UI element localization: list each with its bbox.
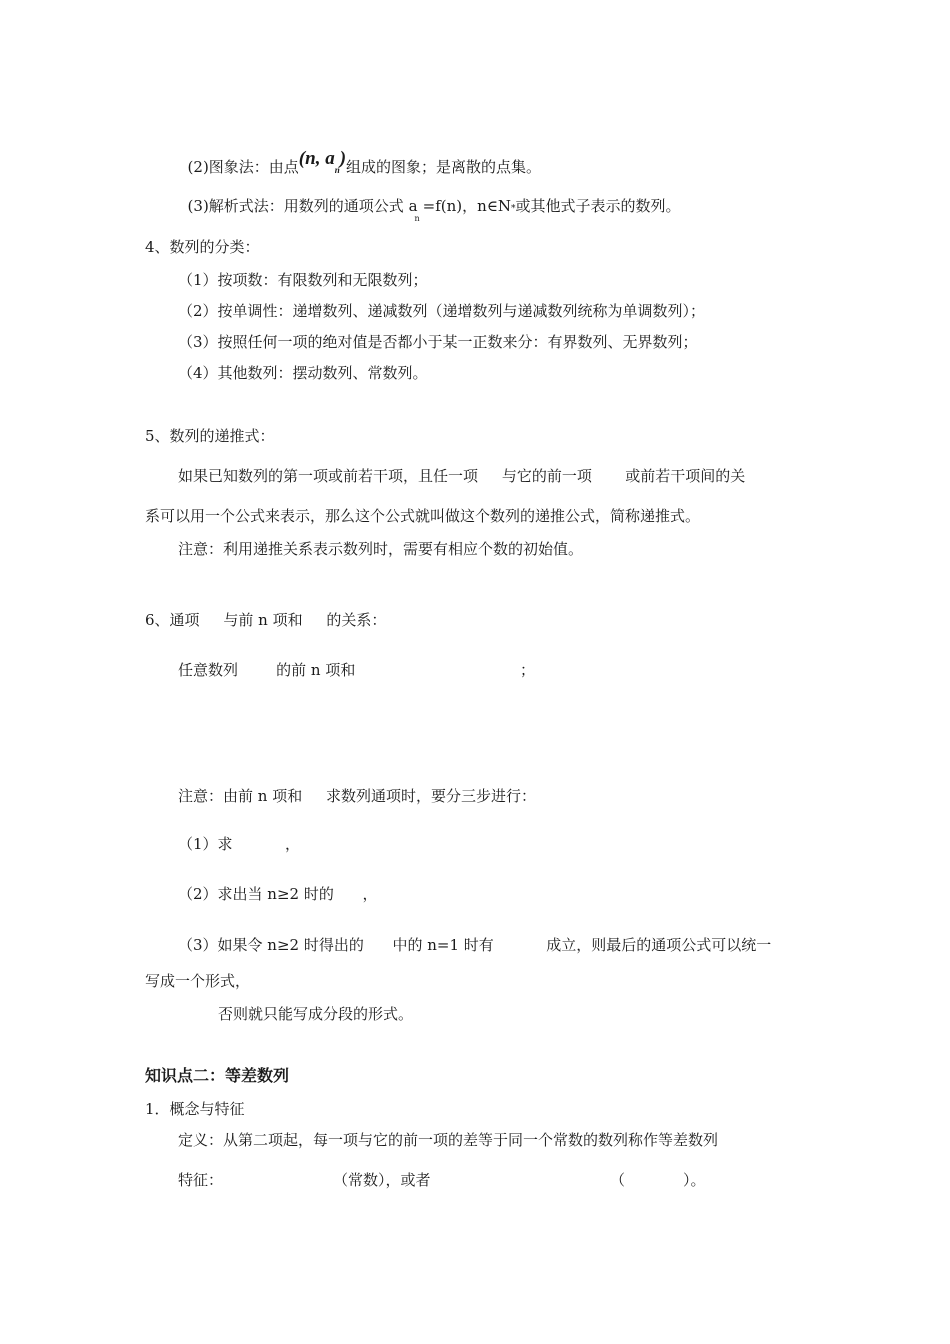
section-6-title: 6、通项 与前 n 项和 的关系： bbox=[145, 611, 387, 629]
graph-method-text: (2)图象法：由点 bbox=[187, 158, 299, 176]
feature-paren-open: （ bbox=[610, 1171, 626, 1189]
feature-paren-close: ）。 bbox=[683, 1171, 706, 1189]
section-6-semicolon: ； bbox=[520, 661, 536, 679]
section-6-step-3: （3）如果令 n≥2 时得出的 中的 n=1 时有 成立，则最后的通项公式可以统一 bbox=[178, 936, 772, 954]
section-4-item-1: （1）按项数：有限数列和无限数列； bbox=[178, 271, 428, 289]
feature-constant: （常数），或者 bbox=[333, 1171, 431, 1189]
section-5-paragraph-2: 系可以用一个公式来表示，那么这个公式就叫做这个数列的递推公式，简称递推式。 bbox=[145, 507, 701, 525]
subscript-n: n bbox=[414, 214, 420, 223]
section-4-item-2: （2）按单调性：递增数列、递减数列（递增数列与递减数列统称为单调数列）； bbox=[178, 302, 706, 320]
section-5-title: 5、数列的递推式： bbox=[145, 427, 275, 445]
section-4-item-4: （4）其他数列：摆动数列、常数列。 bbox=[178, 364, 428, 382]
analytic-formula: =f(n)，n∈N bbox=[422, 197, 512, 215]
concept-heading: 1．概念与特征 bbox=[145, 1100, 245, 1118]
feature-label: 特征： bbox=[178, 1171, 224, 1189]
point-notation: (n, $a_n$) bbox=[298, 148, 347, 175]
analytic-method-text: (3)解析式法：用数列的通项公式 a bbox=[187, 197, 418, 215]
section-6-step-3-else: 否则就只能写成分段的形式。 bbox=[218, 1005, 414, 1023]
graph-method-text-end: 组成的图象；是离散的点集。 bbox=[346, 158, 542, 176]
graph-method-line bbox=[178, 137, 541, 179]
section-6-note: 注意：由前 n 项和 求数列通项时，要分三步进行： bbox=[178, 787, 537, 805]
analytic-method-text-end: 或其他式子表示的数列。 bbox=[515, 197, 681, 215]
section-6-step-1: （1）求 ， bbox=[178, 835, 300, 853]
section-6-any-sequence: 任意数列 的前 n 项和 bbox=[178, 661, 356, 679]
analytic-method-line bbox=[178, 176, 681, 223]
arithmetic-definition: 定义：从第二项起，每一项与它的前一项的差等于同一个常数的数列称作等差数列 bbox=[178, 1131, 719, 1149]
knowledge-point-2-heading: 知识点二：等差数列 bbox=[145, 1066, 290, 1085]
section-5-paragraph-1: 如果已知数列的第一项或前若干项，且任一项 与它的前一项 或前若干项间的关 bbox=[178, 467, 746, 485]
section-4-item-3: （3）按照任何一项的绝对值是否都小于某一正数来分：有界数列、无界数列； bbox=[178, 333, 698, 351]
natural-star: * bbox=[511, 204, 516, 214]
section-4-title: 4、数列的分类： bbox=[145, 238, 260, 256]
section-6-step-3-cont: 写成一个形式， bbox=[145, 972, 251, 990]
section-5-note: 注意：利用递推关系表示数列时，需要有相应个数的初始值。 bbox=[178, 540, 584, 558]
section-6-step-2: （2）求出当 n≥2 时的 ， bbox=[178, 885, 378, 903]
